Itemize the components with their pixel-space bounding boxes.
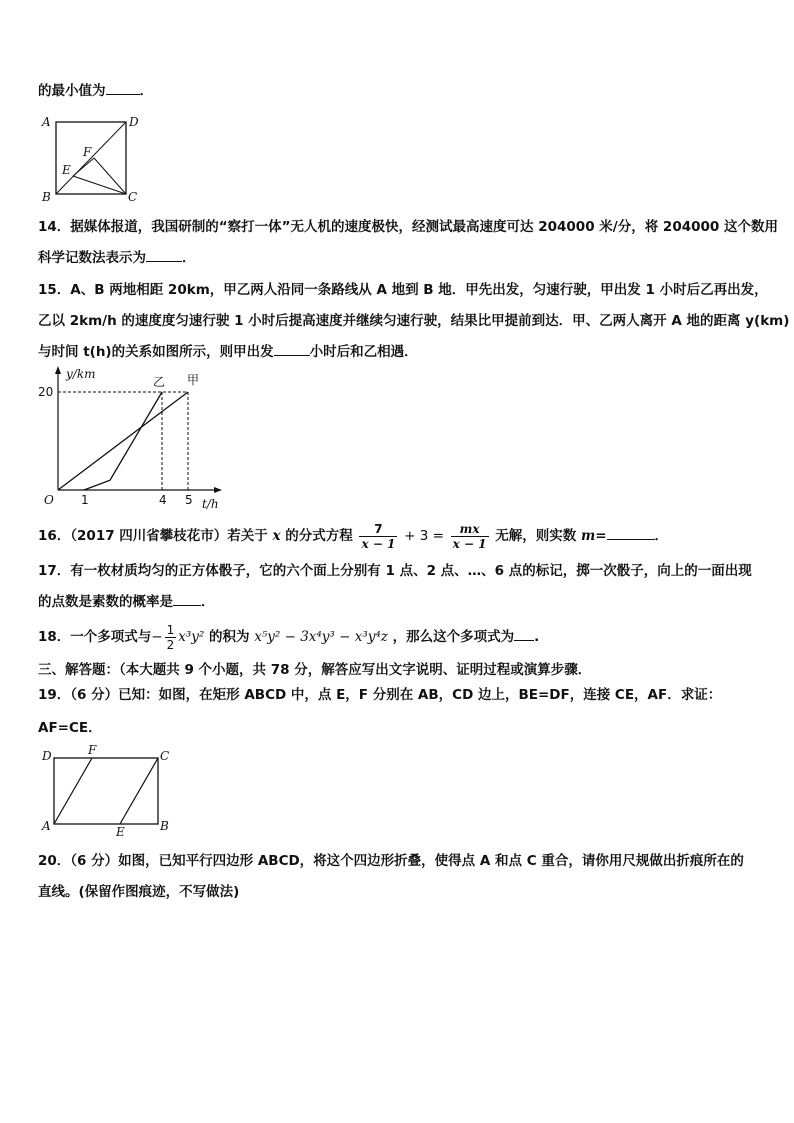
label-C: C	[160, 749, 170, 763]
label-E: E	[62, 163, 71, 177]
q18-polynomial: x⁵y² − 3x⁴y³ − x³y⁴z	[254, 629, 388, 645]
label-C: C	[128, 190, 138, 204]
y-axis-label: y/km	[66, 367, 96, 381]
q17-text: 的点数是素数的概率是	[38, 594, 173, 610]
q16-end: ．	[654, 528, 669, 544]
section-3-heading: 三、解答题：（本大题共 9 个小题，共 78 分，解答应写出文字说明、证明过程或演算步骤．	[38, 662, 592, 678]
q16-f2-den: x − 1	[452, 536, 487, 551]
q16-line	[38, 521, 668, 551]
q16-var: x	[272, 528, 281, 544]
chart-series	[58, 392, 188, 490]
x-tick-label: 1	[81, 493, 89, 507]
series-line-jia	[58, 392, 188, 490]
q17-end: ．	[201, 594, 215, 610]
q15-line1: 15．A、B 两地相距 20km，甲乙两人沿同一条路线从 A 地到 B 地．甲先出发，匀速行驶，甲出发 1 小时后乙再出发，	[38, 282, 768, 298]
label-A: A	[42, 819, 51, 833]
q18-neg: −	[151, 629, 163, 645]
q15-line2: 乙以 2km/h 的速度度匀速行驶 1 小时后提高速度并继续匀速行驶，结果比甲提前到达．甲、乙两人离开 A 地的距离 y(km)	[38, 313, 790, 329]
q15-line3	[38, 342, 418, 362]
q14-blank[interactable]	[146, 248, 182, 262]
y-axis-arrow	[55, 366, 61, 374]
q20-line2: 直线。(保留作图痕迹，不写做法)	[38, 884, 240, 900]
q15-text-a: 与时间 t(h)的关系如图所示，则甲出发	[38, 344, 274, 360]
q17-blank[interactable]	[173, 592, 201, 606]
q18-fraction	[165, 623, 177, 652]
q16-f1-num: 7	[359, 522, 397, 537]
q14-text: 科学记数法表示为	[38, 250, 146, 266]
q16-pre: 16．（2017 四川省攀枝花市）若关于	[38, 528, 268, 544]
q18-line	[38, 621, 539, 653]
q17-line1: 17．有一枚材质均匀的正方体骰子，它的六个面上分别有 1 点、2 点、…、6 点的标记，掷一次骰子，向上的一面出现	[38, 563, 752, 579]
q16-post: 无解，则实数	[495, 528, 577, 544]
q18-frac-num: 1	[166, 622, 175, 637]
q18-monomial: x³y²	[178, 629, 205, 645]
x-tick-label: 4	[159, 493, 167, 507]
q13-end: ．	[139, 83, 153, 99]
x-axis-arrow	[214, 487, 222, 493]
label-F: F	[83, 145, 92, 159]
label-F: F	[88, 744, 97, 757]
q14-line2	[38, 248, 196, 268]
q18-blank[interactable]	[514, 627, 534, 641]
origin-label: O	[44, 493, 54, 507]
q20-line1: 20．（6 分）如图，已知平行四边形 ABCD，将这个四边形折叠，使得点 A 和点 C 重合，请你用尺规做出折痕所在的	[38, 853, 744, 869]
q16-f2-num: mx	[451, 522, 489, 537]
label-B: B	[42, 190, 51, 204]
label-D: D	[42, 749, 52, 763]
series-label-yi: 乙	[153, 375, 166, 389]
q18-pre: 18．一个多项式与	[38, 629, 152, 645]
q13-blank[interactable]	[106, 81, 140, 95]
chart-labels	[38, 367, 219, 511]
label-E: E	[116, 825, 125, 836]
q16-fraction-2	[451, 522, 489, 551]
q18-frac-den: 2	[166, 637, 175, 652]
label-A: A	[42, 115, 51, 129]
q19-line1: 19．（6 分）已知：如图，在矩形 ABCD 中，点 E，F 分别在 AB，CD 边上，BE=DF，连接 CE，AF．求证：	[38, 687, 722, 703]
q14-line1: 14．据媒体报道，我国研制的“察打一体”无人机的速度极快，经测试最高速度可达 204000 米/分，将 204000 这个数用	[38, 219, 778, 235]
label-D: D	[129, 115, 139, 129]
q17-line2	[38, 592, 215, 612]
series-label-jia: 甲	[187, 373, 200, 387]
x-axis-label: t/h	[202, 497, 219, 511]
q19-line2: AF=CE．	[38, 720, 102, 736]
x-tick-label: 5	[185, 493, 193, 507]
q18-mid: 的积为	[209, 629, 250, 645]
q13-text	[38, 81, 153, 101]
q13-tail: 的最小值为	[38, 83, 106, 99]
q15-blank[interactable]	[274, 342, 310, 356]
q18-post: ，那么这个多项式为	[392, 629, 515, 645]
q16-fraction-1	[359, 522, 397, 551]
q16-m: m=	[580, 528, 607, 544]
q16-f1-den: x − 1	[361, 536, 396, 551]
label-B: B	[160, 819, 169, 833]
q15-text-b: 小时后和乙相遇．	[309, 344, 418, 360]
q19-rectangle-figure	[38, 744, 178, 836]
q16-blank[interactable]	[607, 526, 655, 540]
q16-plus: + 3 =	[404, 528, 444, 544]
q14-end: ．	[182, 250, 196, 266]
q16-mid: 的分式方程	[285, 528, 353, 544]
y-tick-label: 20	[38, 385, 54, 399]
q18-end: .	[534, 629, 540, 645]
q15-distance-time-chart	[36, 364, 226, 514]
q13-square-figure	[38, 112, 148, 208]
